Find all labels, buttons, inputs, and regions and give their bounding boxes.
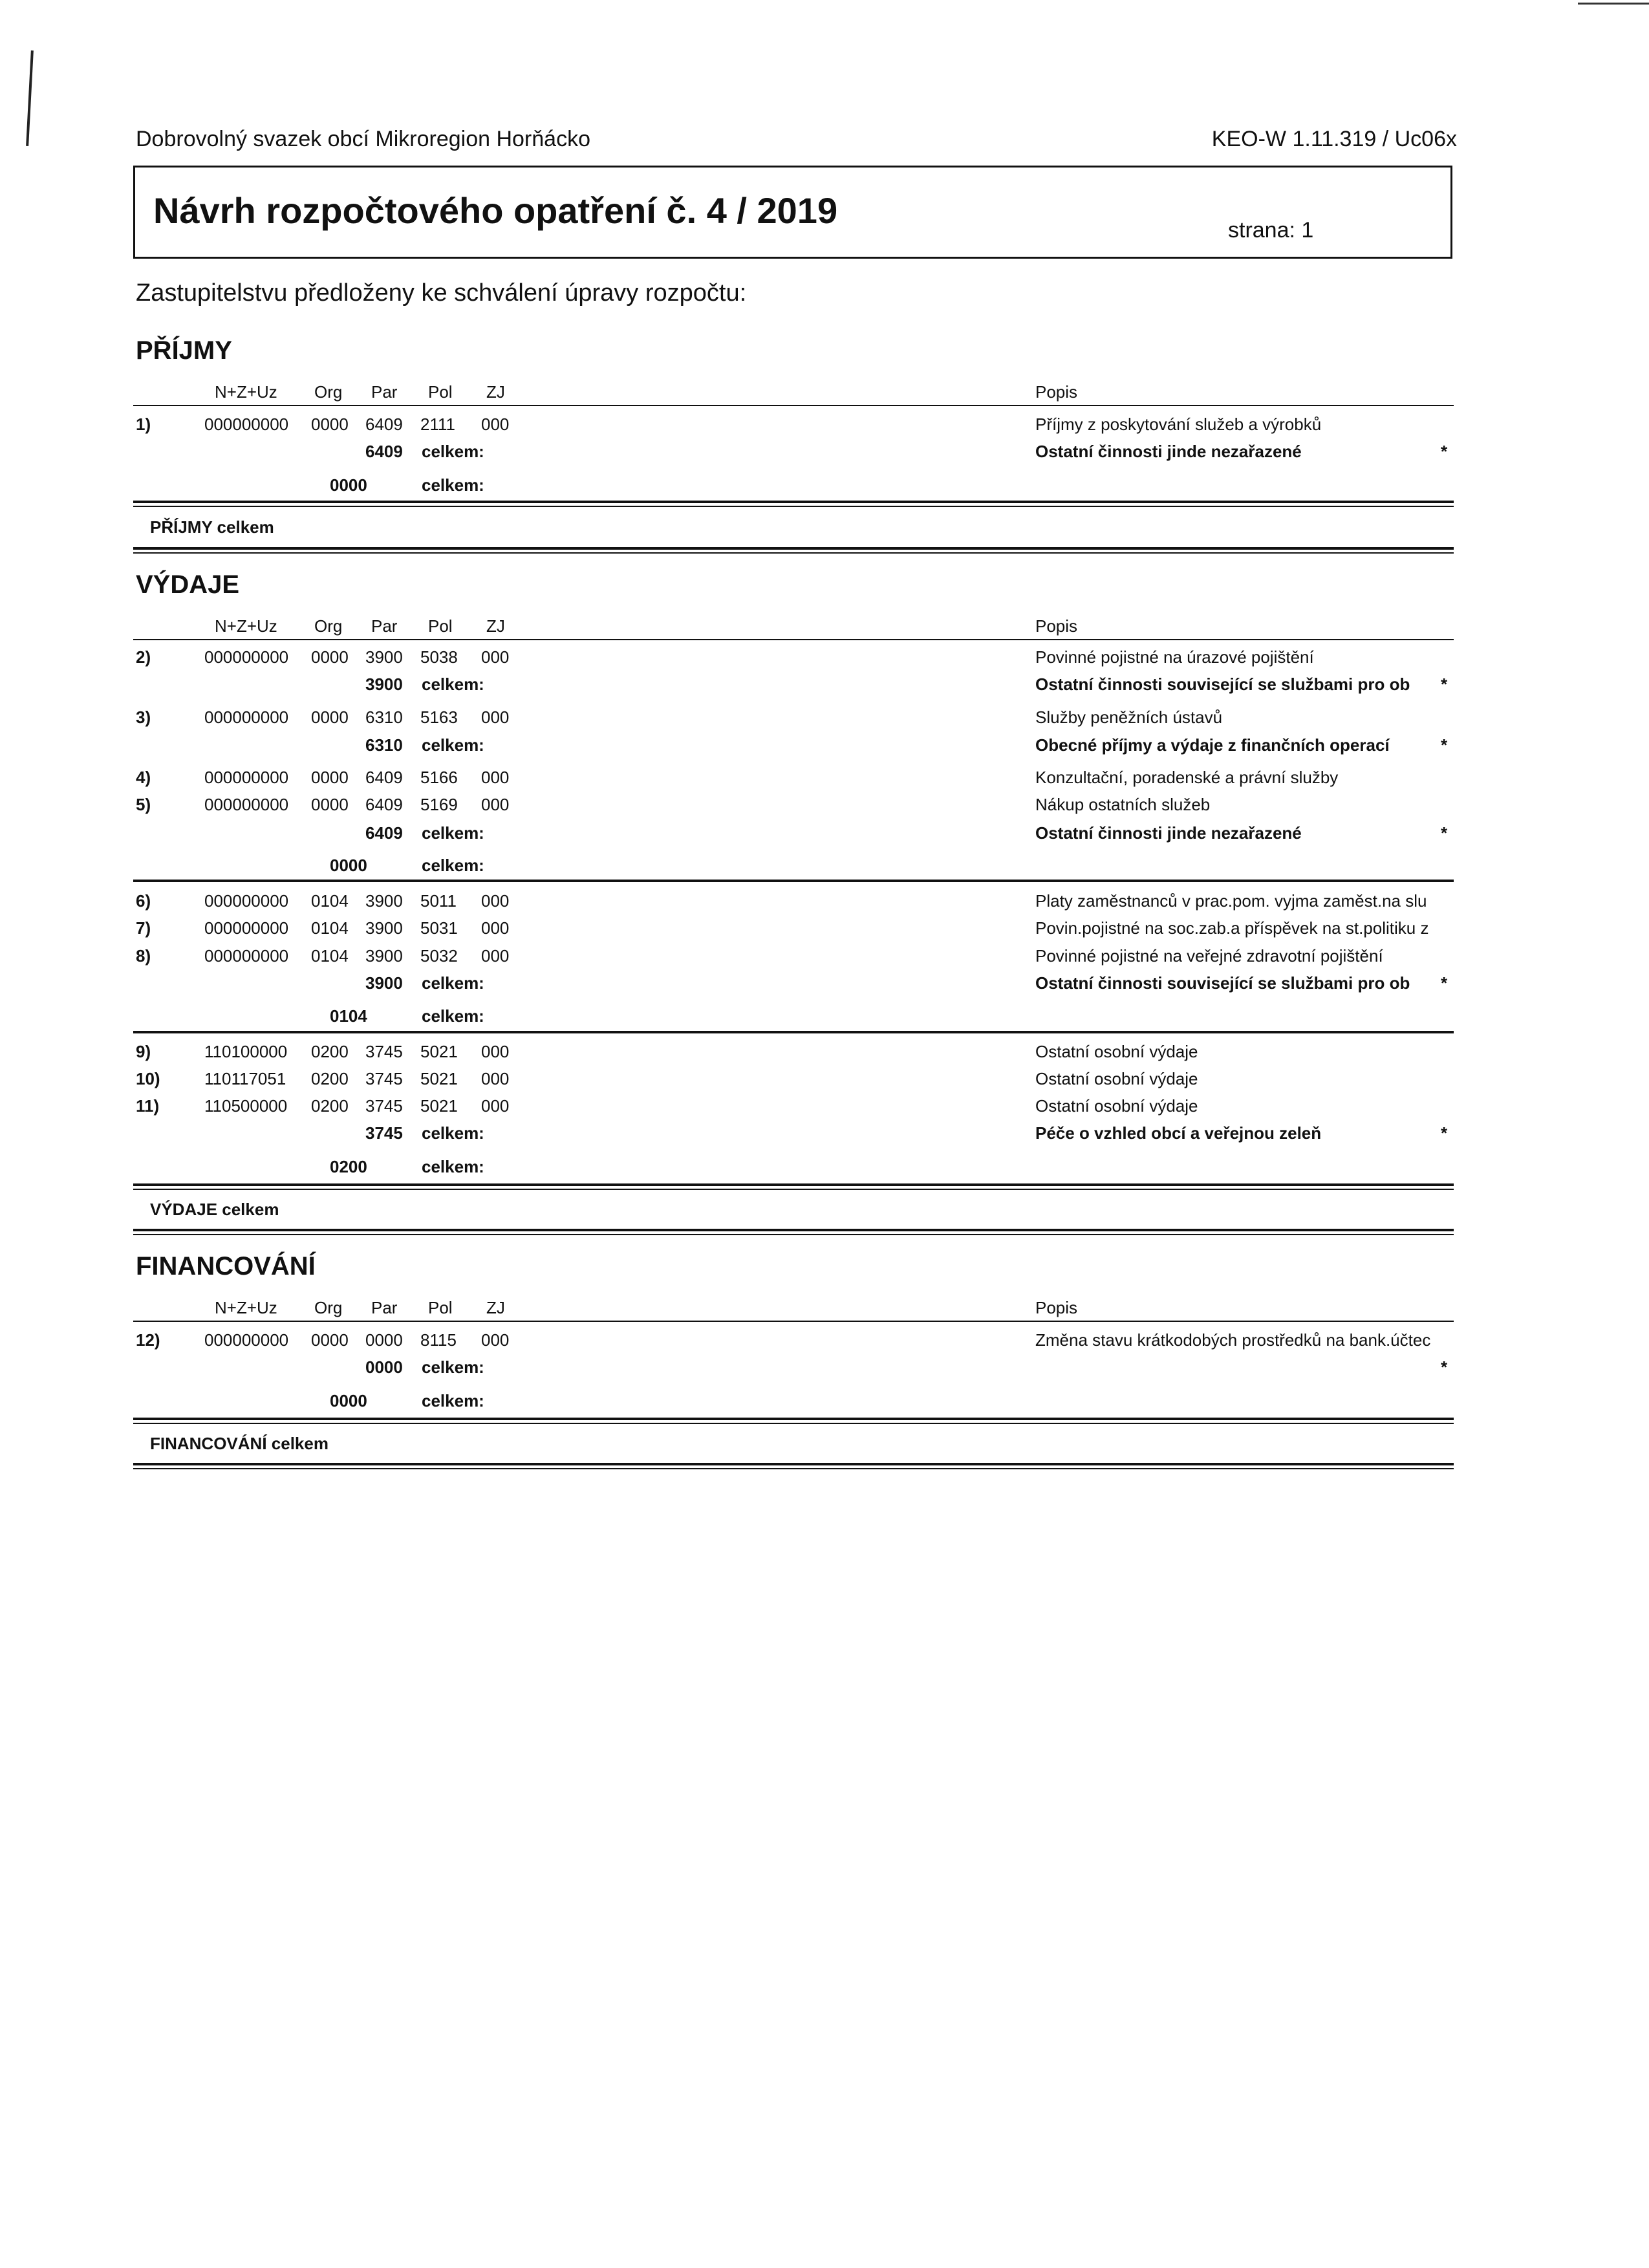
cell-pol: 5021 <box>420 1096 458 1116</box>
asterisk-mark: * <box>1441 1123 1448 1143</box>
cell-par: 0000 <box>365 1330 403 1350</box>
col-org: Org <box>314 616 343 636</box>
celkem-label: celkem: <box>422 475 484 495</box>
cell-pol: 5032 <box>420 946 458 966</box>
cell-zj: 000 <box>481 946 510 966</box>
cell-nzu: 000000000 <box>204 415 289 434</box>
divider <box>133 501 1454 503</box>
paragraf-value: 6409 <box>365 823 403 843</box>
org-value: 0000 <box>330 475 367 495</box>
col-popis: Popis <box>1035 616 1078 636</box>
cell-zj: 000 <box>481 415 510 434</box>
asterisk-mark: * <box>1441 735 1448 755</box>
divider <box>133 506 1454 507</box>
asterisk-mark: * <box>1441 823 1448 843</box>
cell-org: 0000 <box>311 795 349 814</box>
cell-zj: 000 <box>481 918 510 938</box>
row-number: 1) <box>136 415 151 434</box>
cell-zj: 000 <box>481 1042 510 1061</box>
celkem-label: celkem: <box>422 823 484 843</box>
cell-popis: Péče o vzhled obcí a veřejnou zeleň <box>1035 1123 1322 1143</box>
header-code: KEO-W 1.11.319 / Uc06x <box>1211 127 1457 151</box>
divider <box>133 1031 1454 1033</box>
divider <box>133 880 1454 882</box>
cell-popis: Služby peněžních ústavů <box>1035 707 1223 727</box>
paragraf-value: 3745 <box>365 1123 403 1143</box>
celkem-label: celkem: <box>422 1157 484 1176</box>
divider <box>133 1321 1454 1322</box>
cell-org: 0000 <box>311 1330 349 1350</box>
cell-popis: Povin.pojistné na soc.zab.a příspěvek na st.politiku z <box>1035 918 1429 938</box>
cell-pol: 5011 <box>420 891 457 911</box>
cell-pol: 5169 <box>420 795 458 814</box>
col-par: Par <box>371 1298 398 1317</box>
col-pol: Pol <box>428 382 453 402</box>
col-pol: Pol <box>428 1298 453 1317</box>
cell-popis: Ostatní činnosti související se službami pro ob <box>1035 973 1410 993</box>
divider <box>133 639 1454 640</box>
cell-nzu: 000000000 <box>204 1330 289 1350</box>
cell-org: 0104 <box>311 891 349 911</box>
cell-popis: Změna stavu krátkodobých prostředků na bank.účtec <box>1035 1330 1431 1350</box>
section-title-prijmy: PŘÍJMY <box>136 336 232 365</box>
intro-text: Zastupitelstvu předloženy ke schválení úpravy rozpočtu: <box>136 279 747 307</box>
cell-par: 6409 <box>365 415 403 434</box>
cell-popis: Povinné pojistné na veřejné zdravotní pojištění <box>1035 946 1383 966</box>
scan-corner-artifact <box>1578 3 1649 5</box>
cell-zj: 000 <box>481 647 510 667</box>
cell-zj: 000 <box>481 795 510 814</box>
cell-zj: 000 <box>481 891 510 911</box>
cell-pol: 5166 <box>420 768 458 787</box>
row-number: 12) <box>136 1330 160 1350</box>
cell-nzu: 000000000 <box>204 768 289 787</box>
row-number: 3) <box>136 707 151 727</box>
celkem-label: celkem: <box>422 1357 484 1377</box>
col-org: Org <box>314 1298 343 1317</box>
cell-nzu: 110117051 <box>204 1069 286 1088</box>
celkem-label: celkem: <box>422 973 484 993</box>
section-total-label: VÝDAJE celkem <box>150 1200 279 1219</box>
asterisk-mark: * <box>1441 973 1448 993</box>
org-value: 0200 <box>330 1157 367 1176</box>
cell-nzu: 110100000 <box>204 1042 288 1061</box>
row-number: 6) <box>136 891 151 911</box>
divider <box>133 1468 1454 1469</box>
col-nzu: N+Z+Uz <box>215 616 277 636</box>
cell-par: 6409 <box>365 768 403 787</box>
divider <box>133 1234 1454 1235</box>
celkem-label: celkem: <box>422 442 484 461</box>
cell-popis: Ostatní osobní výdaje <box>1035 1069 1198 1088</box>
header-organization: Dobrovolný svazek obcí Mikroregion Horňácko <box>136 127 590 151</box>
cell-zj: 000 <box>481 1069 510 1088</box>
cell-popis: Obecné příjmy a výdaje z finančních operací <box>1035 735 1390 755</box>
section-title-financovani: FINANCOVÁNÍ <box>136 1252 316 1280</box>
divider <box>133 1183 1454 1186</box>
cell-popis: Ostatní činnosti jinde nezařazené <box>1035 442 1302 461</box>
celkem-label: celkem: <box>422 1006 484 1026</box>
section-total-label: FINANCOVÁNÍ celkem <box>150 1434 329 1453</box>
cell-par: 3745 <box>365 1096 403 1116</box>
divider <box>133 547 1454 550</box>
col-org: Org <box>314 382 343 402</box>
cell-popis: Konzultační, poradenské a právní služby <box>1035 768 1339 787</box>
cell-popis: Ostatní osobní výdaje <box>1035 1096 1198 1116</box>
row-number: 5) <box>136 795 151 814</box>
cell-org: 0104 <box>311 918 349 938</box>
cell-par: 3745 <box>365 1042 403 1061</box>
cell-nzu: 000000000 <box>204 707 289 727</box>
cell-popis: Ostatní osobní výdaje <box>1035 1042 1198 1061</box>
divider <box>133 1189 1454 1190</box>
col-zj: ZJ <box>486 1298 505 1317</box>
col-zj: ZJ <box>486 382 505 402</box>
cell-nzu: 000000000 <box>204 891 289 911</box>
cell-nzu: 000000000 <box>204 795 289 814</box>
cell-par: 6310 <box>365 707 403 727</box>
divider <box>133 405 1454 406</box>
cell-pol: 5021 <box>420 1042 458 1061</box>
divider <box>133 1463 1454 1465</box>
divider <box>133 552 1454 554</box>
paragraf-value: 6310 <box>365 735 403 755</box>
section-total-label: PŘÍJMY celkem <box>150 517 274 537</box>
cell-pol: 5031 <box>420 918 458 938</box>
cell-popis: Nákup ostatních služeb <box>1035 795 1211 814</box>
col-nzu: N+Z+Uz <box>215 1298 277 1317</box>
page-number: strana: 1 <box>1228 218 1314 243</box>
cell-zj: 000 <box>481 1330 510 1350</box>
col-par: Par <box>371 382 398 402</box>
cell-par: 3745 <box>365 1069 403 1088</box>
document-title: Návrh rozpočtového opatření č. 4 / 2019 <box>153 190 838 231</box>
asterisk-mark: * <box>1441 442 1448 461</box>
col-popis: Popis <box>1035 382 1078 402</box>
cell-nzu: 000000000 <box>204 946 289 966</box>
cell-pol: 5021 <box>420 1069 458 1088</box>
asterisk-mark: * <box>1441 1357 1448 1377</box>
scan-artifact-mark <box>26 50 34 146</box>
cell-nzu: 000000000 <box>204 918 289 938</box>
cell-popis: Platy zaměstnanců v prac.pom. vyjma zaměst.na slu <box>1035 891 1427 911</box>
cell-popis: Příjmy z poskytování služeb a výrobků <box>1035 415 1322 434</box>
cell-pol: 8115 <box>420 1330 457 1350</box>
cell-pol: 2111 <box>420 415 455 434</box>
celkem-label: celkem: <box>422 675 484 694</box>
asterisk-mark: * <box>1441 675 1448 694</box>
cell-org: 0104 <box>311 946 349 966</box>
cell-org: 0000 <box>311 647 349 667</box>
col-nzu: N+Z+Uz <box>215 382 277 402</box>
title-box <box>133 166 1452 259</box>
row-number: 8) <box>136 946 151 966</box>
cell-org: 0000 <box>311 707 349 727</box>
paragraf-value: 3900 <box>365 675 403 694</box>
cell-par: 3900 <box>365 918 403 938</box>
celkem-label: celkem: <box>422 1391 484 1410</box>
divider <box>133 1423 1454 1424</box>
row-number: 11) <box>136 1096 160 1116</box>
cell-nzu: 110500000 <box>204 1096 288 1116</box>
cell-par: 3900 <box>365 647 403 667</box>
cell-org: 0000 <box>311 768 349 787</box>
row-number: 2) <box>136 647 151 667</box>
cell-zj: 000 <box>481 768 510 787</box>
col-pol: Pol <box>428 616 453 636</box>
cell-org: 0200 <box>311 1069 349 1088</box>
col-popis: Popis <box>1035 1298 1078 1317</box>
org-value: 0104 <box>330 1006 367 1026</box>
divider <box>133 1418 1454 1420</box>
paragraf-value: 3900 <box>365 973 403 993</box>
cell-par: 3900 <box>365 946 403 966</box>
cell-pol: 5163 <box>420 707 458 727</box>
col-par: Par <box>371 616 398 636</box>
cell-org: 0000 <box>311 415 349 434</box>
divider <box>133 1229 1454 1231</box>
cell-zj: 000 <box>481 1096 510 1116</box>
paragraf-value: 6409 <box>365 442 403 461</box>
org-value: 0000 <box>330 856 367 875</box>
org-value: 0000 <box>330 1391 367 1410</box>
cell-org: 0200 <box>311 1042 349 1061</box>
celkem-label: celkem: <box>422 1123 484 1143</box>
cell-zj: 000 <box>481 707 510 727</box>
cell-nzu: 000000000 <box>204 647 289 667</box>
cell-pol: 5038 <box>420 647 458 667</box>
cell-popis: Ostatní činnosti související se službami pro ob <box>1035 675 1410 694</box>
cell-org: 0200 <box>311 1096 349 1116</box>
row-number: 4) <box>136 768 151 787</box>
celkem-label: celkem: <box>422 856 484 875</box>
col-zj: ZJ <box>486 616 505 636</box>
row-number: 7) <box>136 918 151 938</box>
section-title-vydaje: VÝDAJE <box>136 570 240 599</box>
row-number: 10) <box>136 1069 160 1088</box>
celkem-label: celkem: <box>422 735 484 755</box>
paragraf-value: 0000 <box>365 1357 403 1377</box>
row-number: 9) <box>136 1042 151 1061</box>
cell-popis: Povinné pojistné na úrazové pojištění <box>1035 647 1314 667</box>
cell-par: 3900 <box>365 891 403 911</box>
cell-par: 6409 <box>365 795 403 814</box>
cell-popis: Ostatní činnosti jinde nezařazené <box>1035 823 1302 843</box>
